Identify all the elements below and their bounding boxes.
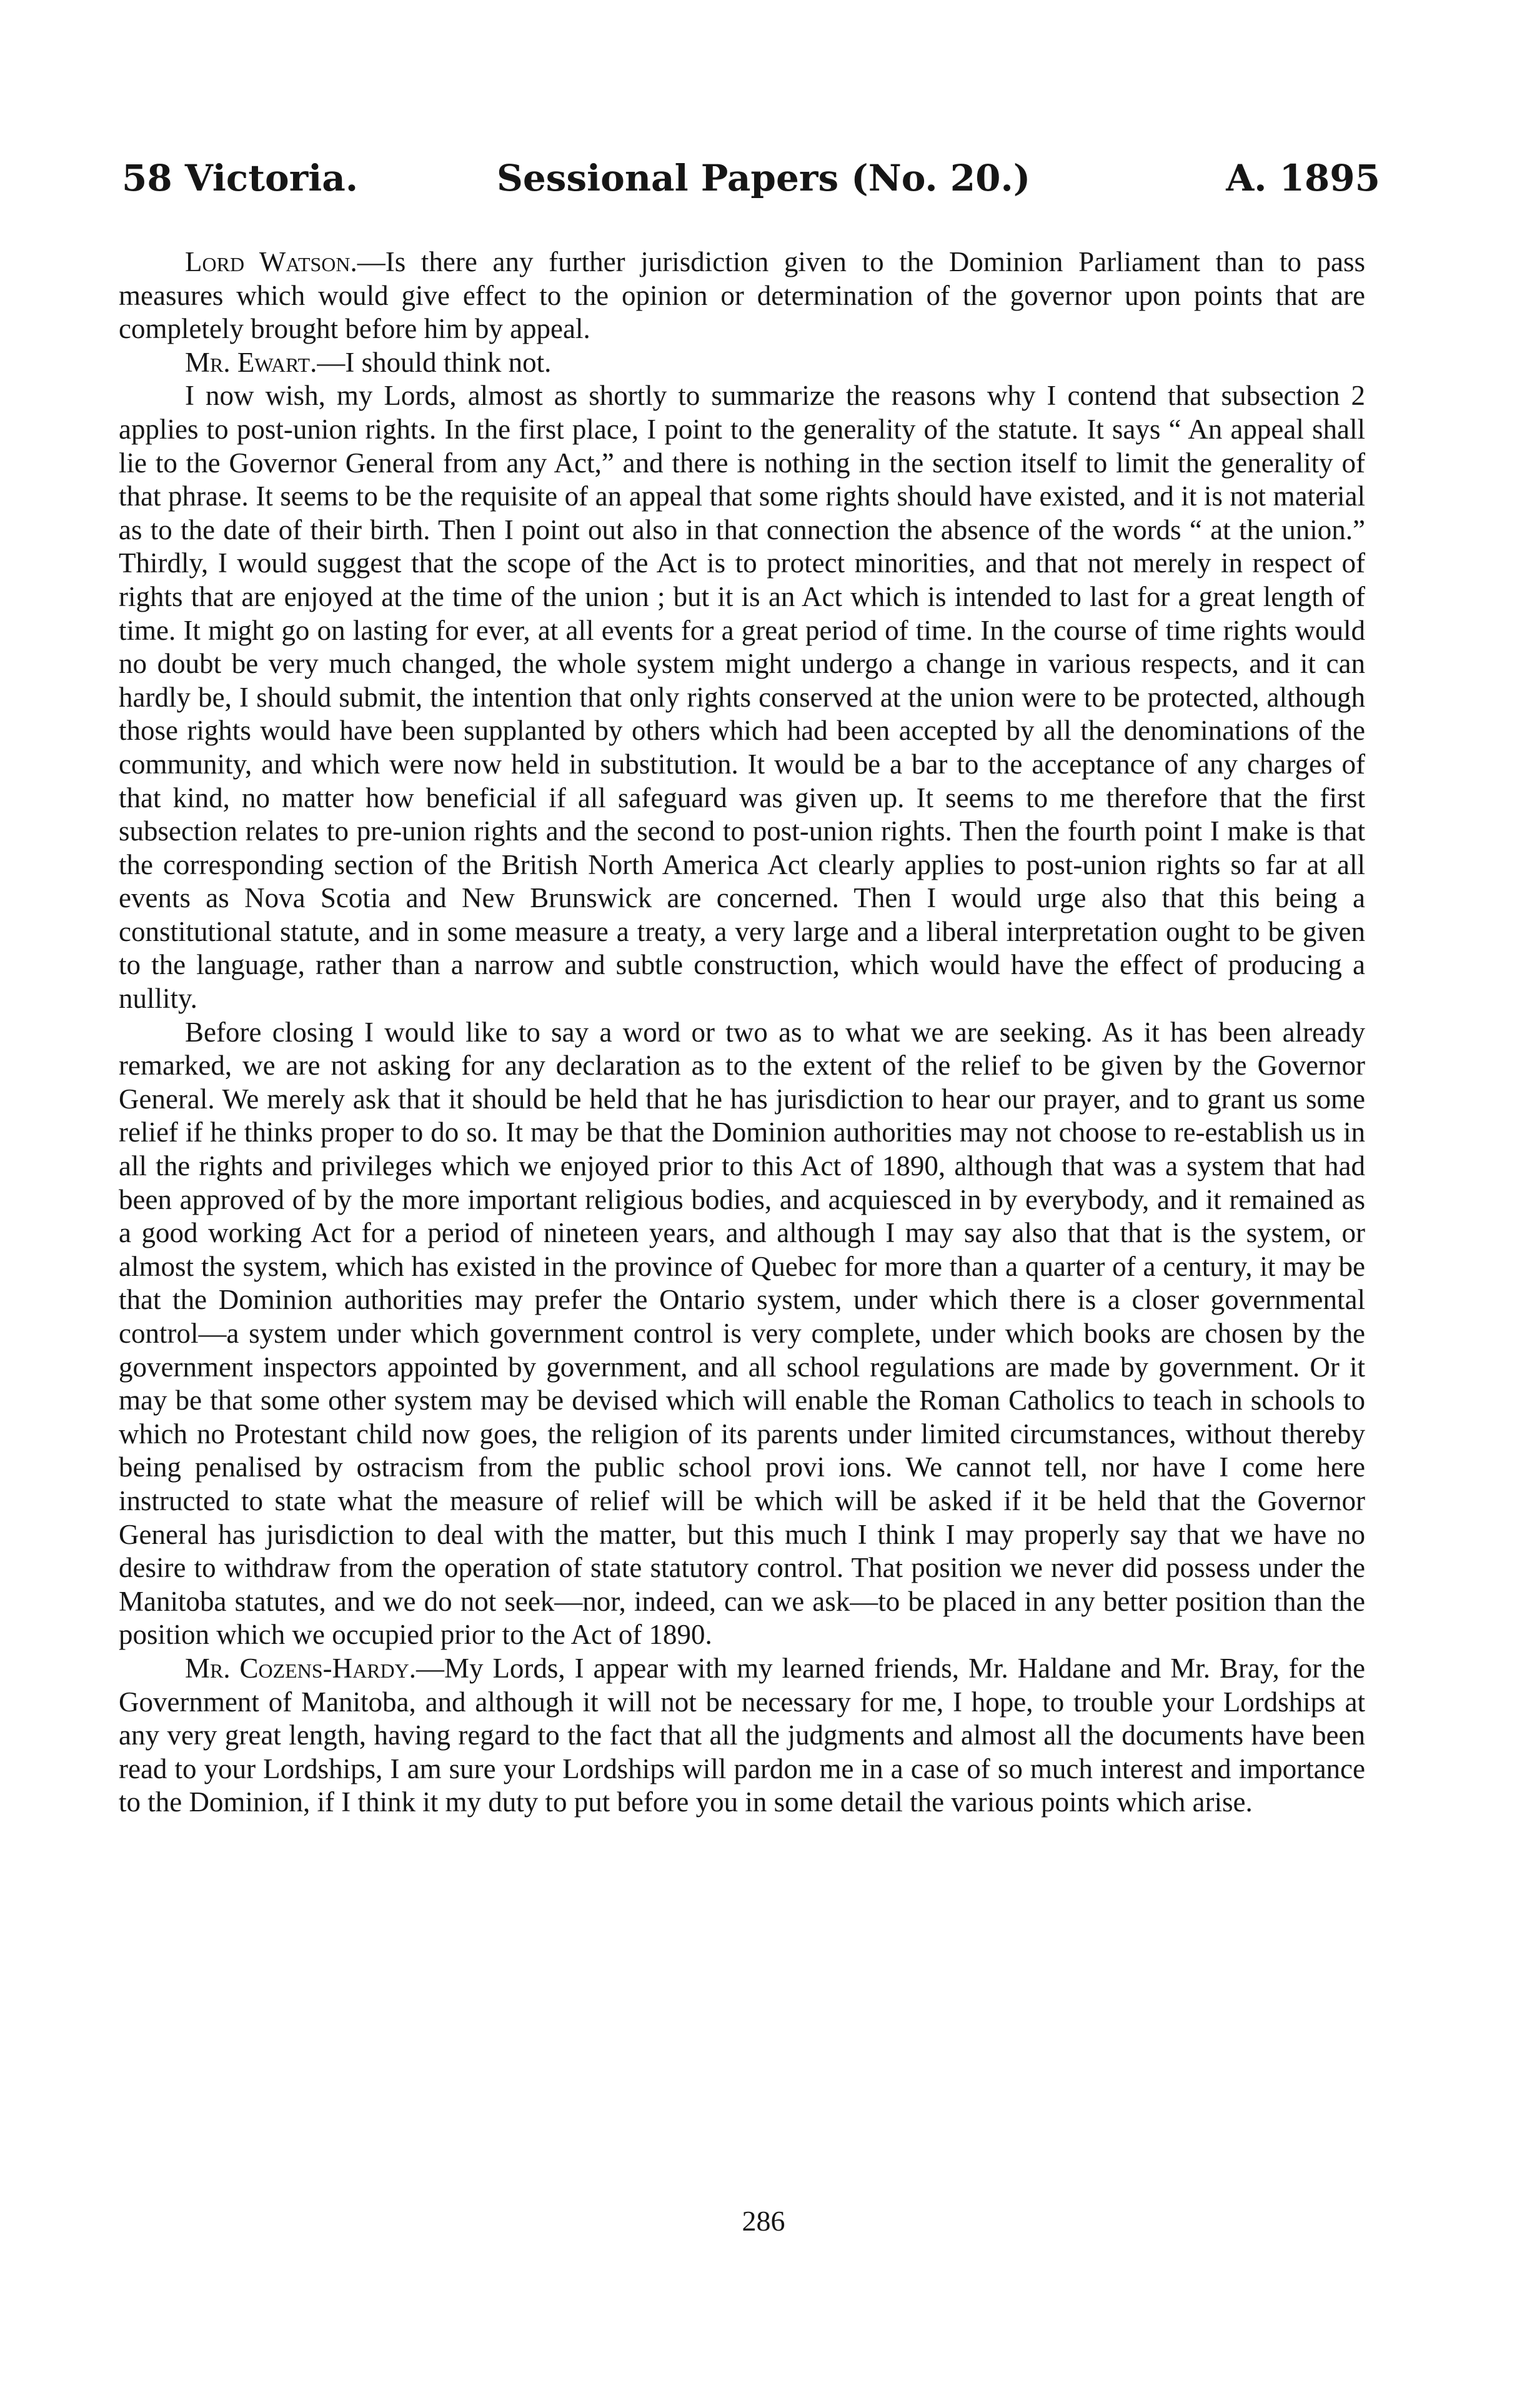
paragraph-relief-sought bbox=[119, 1016, 1365, 1652]
paragraph-text: I now wish, my Lords, almost as shortly to summarize the reasons why I contend that subsection 2 applies to post-union rights. In the first place, I point to the generality of the statute. It says “ An appeal shall lie to the Governor General from any Act,” and there is nothing in the section itself to limit the generality of that phrase. It seems to be the requisite of an appeal that some rights should have existed, and it is not material as to the date of their birth. Then I point out also in that connection the absence of the words “ at the union.” Thirdly, I would suggest that the scope of the Act is to protect minorities, and that not merely in respect of rights that are enjoyed at the time of the union ; but it is an Act which is intended to last for a great length of time. It might go on lasting for ever, at all events for a great period of time. In the course of time rights would no doubt be very much changed, the whole system might undergo a change in various respects, and it can hardly be, I should submit, the intention that only rights conserved at the union were to be protected, although those rights would have been supplanted by others which had been accepted by all the denominations of the community, and which were now held in substitution. It would be a bar to the acceptance of any charges of that kind, no matter how beneficial if all safeguard was given up. It seems to me therefore that the first subsection relates to pre-union rights and the second to post-union rights. Then the fourth point I make is that the corresponding section of the British North America Act clearly applies to post-union rights so far at all events as Nova Scotia and New Brunswick are concerned. Then I would urge also that this being a constitutional statute, and in some measure a treaty, a very large and a liberal interpretation ought to be given to the language, rather than a narrow and subtle construction, which would have the effect of producing a nullity. bbox=[119, 380, 1365, 1015]
paragraph-post-union-rights bbox=[119, 379, 1365, 1015]
paragraph-text: Before closing I would like to say a word or two as to what we are seeking. As it has been already remarked, we are not asking for any declaration as to the extent of the relief to be given by the Governor General. We merely ask that it should be held that he has jurisdiction to hear our prayer, and to grant us some relief if he thinks proper to do so. It may be that the Dominion authorities may not choose to re-establish us in all the rights and privileges which we enjoyed prior to this Act of 1890, although that was a system that had been approved of by the more important religious bodies, and acquiesced in by everybody, and it remained as a good working Act for a period of nineteen years, and although I may say also that that is the system, or almost the system, which has existed in the province of Quebec for more than a quarter of a century, it may be that the Dominion authorities may prefer the Ontario system, under which there is a closer governmental control—a system under which government control is very complete, under which books are chosen by the government inspectors appointed by government, and all school regulations are made by government. Or it may be that some other system may be devised which will enable the Roman Catholics to teach in schools to which no Protestant child now goes, the religion of its parents under limited circumstances, without thereby being penalised by ostracism from the public school provi ions. We cannot tell, nor have I come here instructed to state what the measure of relief will be which will be asked if it be held that the Governor General has jurisdiction to deal with the matter, but this much I think I may properly say that we have no desire to withdraw from the operation of state statutory control. That position we never did possess under the Manitoba statutes, and we do not seek—nor, indeed, can we ask—to be placed in any better position than the position which we occupied prior to the Act of 1890. bbox=[119, 1016, 1365, 1651]
document-body bbox=[119, 246, 1365, 1819]
speaker-name: Lord Watson. bbox=[185, 246, 357, 277]
header-year: A. 1895 bbox=[1226, 157, 1380, 199]
paragraph-text: —Is there any further jurisdiction given to the Dominion Parliament than to pass measures which would give effect to the opinion or determination of the governor upon points that are completely brought before him by appeal. bbox=[119, 246, 1365, 345]
paragraph-text: —My Lords, I appear with my learned friends, Mr. Haldane and Mr. Bray, for the Government of Manitoba, and although it will not be necessary for me, I hope, to trouble your Lordships at any very great length, having regard to the fact that all the judgments and almost all the documents have been read to your Lordships, I am sure your Lordships will pardon me in a case of so much interest and importance to the Dominion, if I think it my duty to put before you in some detail the various points which arise. bbox=[119, 1652, 1365, 1818]
speaker-name: Mr. Ewart. bbox=[185, 346, 317, 378]
paragraph-text: —I should think not. bbox=[317, 346, 552, 378]
paragraph-lord-watson bbox=[119, 246, 1365, 346]
paragraph-mr-cozens-hardy bbox=[119, 1652, 1365, 1819]
paragraph-mr-ewart bbox=[119, 346, 1365, 380]
page-number: 286 bbox=[742, 2205, 785, 2237]
speaker-name: Mr. Cozens-Hardy. bbox=[185, 1652, 417, 1684]
header-title: Sessional Papers (No. 20.) bbox=[497, 157, 1031, 199]
page-header bbox=[122, 150, 1380, 206]
header-session: 58 Victoria. bbox=[122, 157, 359, 199]
